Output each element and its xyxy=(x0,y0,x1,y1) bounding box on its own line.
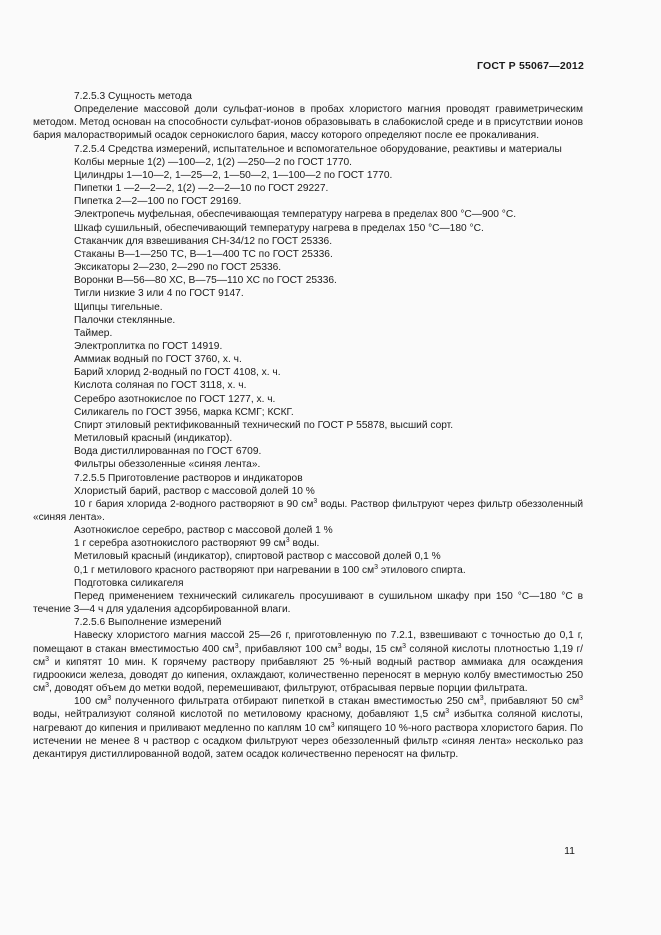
paragraph: Воронки В—56—80 ХС, В—75—110 ХС по ГОСТ 25336. xyxy=(74,275,337,287)
paragraph: 1 г серебра азотнокислого растворяют 99 $см^3$ воды. xyxy=(74,537,320,550)
document-body xyxy=(33,90,583,761)
paragraph: Колбы мерные 1(2) —100—2, 1(2) —250—2 по ГОСТ 1770. xyxy=(74,156,352,168)
document-header-id: ГОСТ Р 55067—2012 xyxy=(476,60,584,72)
paragraph: Вода дистиллированная по ГОСТ 6709. xyxy=(74,446,262,458)
paragraph: Серебро азотнокислое по ГОСТ 1277, х. ч. xyxy=(74,393,276,405)
paragraph: Пипетка 2—2—100 по ГОСТ 29169. xyxy=(74,196,242,208)
paragraph: Стаканы В—1—250 ТС, В—1—400 ТС по ГОСТ 25336. xyxy=(74,248,333,260)
paragraph: Метиловый красный (индикатор), спиртовой раствор с массовой долей 0,1 % xyxy=(74,551,441,563)
paragraph: Азотнокислое серебро, раствор с массовой долей 1 % xyxy=(74,525,333,537)
page-number: 11 xyxy=(564,845,575,857)
paragraph: Подготовка силикагеля xyxy=(74,577,184,589)
paragraph: Стаканчик для взвешивания СН-34/12 по ГОСТ 25336. xyxy=(74,235,333,247)
paragraph: 7.2.5.3 Сущность метода xyxy=(74,91,192,102)
paragraph: Электропечь муфельная, обеспечивающая температуру нагрева в пределах 800 °С—900 °С. xyxy=(74,209,517,221)
paragraph: 7.2.5.5 Приготовление растворов и индикаторов xyxy=(74,472,303,484)
paragraph: Метиловый красный (индикатор). xyxy=(74,433,233,445)
paragraph: 0,1 г метилового красного растворяют при нагревании в 100 $см^3$ этилового спирта. xyxy=(74,563,466,576)
paragraph: Силикагель по ГОСТ 3956, марка КСМГ; КСКГ. xyxy=(74,406,294,418)
paragraph: Палочки стеклянные. xyxy=(74,314,176,326)
paragraph: 7.2.5.6 Выполнение измерений xyxy=(74,617,222,629)
paragraph: Цилиндры 1—10—2, 1—25—2, 1—50—2, 1—100—2 по ГОСТ 1770. xyxy=(74,169,393,181)
paragraph: Навеску хлористого магния массой 25—26 г, приготовленную по 7.2.1, взвешивают с точностью до 0,1 г, помещают в стакан вместимостью 400 $см^3$, прибавляют 100 $см^3$ воды, 15 $см^3$ соляной кислоты плотностью 1,19 $г/см^3$ и кипятят 10 мин. К горячему раствору прибавляют 25 %-ный водный раствор аммиака для осаждения гидроокиси железа, доводят до кипения, охлаждают, количественно переносят в мерную колбу вместимостью 250 $см^3$, доводят объем до метки водой, перемешивают, фильтруют, отбрасывая первые порции фильтрата. xyxy=(33,630,583,695)
paragraph: Перед применением технический силикагель просушивают в сушильном шкафу при 150 °С—180 °С в течение 3—4 ч для удаления адсорбированной влаги. xyxy=(33,590,583,616)
paragraph: Барий хлорид 2-водный по ГОСТ 4108, х. ч. xyxy=(74,367,281,379)
paragraph: Спирт этиловый ректификованный технический по ГОСТ Р 55878, высший сорт. xyxy=(74,419,454,431)
paragraph: Эксикаторы 2—230, 2—290 по ГОСТ 25336. xyxy=(74,262,282,274)
paragraph: 10 г бария хлорида 2-водного растворяют в 90 $см^3$ воды. Раствор фильтруют через фильтр обеззоленный «синяя лента». xyxy=(33,497,584,523)
paragraph: Тигли низкие 3 или 4 по ГОСТ 9147. xyxy=(74,288,244,300)
paragraph: Щипцы тигельные. xyxy=(74,301,163,313)
paragraph: Определение массовой доли сульфат-ионов в пробах хлористого магния проводят гравиметрическим методом. Метод основан на способности сульфат-ионов образовывать в слабокислой среде и в присутствии ионов бария малорастворимый осадок сернокислого бария, массу которого определяют после ее прокаливания. xyxy=(33,104,583,142)
paragraph: 100 $см^3$ полученного фильтрата отбирают пипеткой в стакан вместимостью 250 $см^3$, прибавляют 50 $см^3$ воды, нейтрализуют соляной кислотой по метиловому красному, добавляют 1,5 $см^3$ избытка соляной кислоты, нагревают до кипения и приливают медленно по каплям 10 $см^3$ кипящего 10 %-ного раствора хлористого бария. По истечении не менее 8 ч раствор с осадком фильтруют через обеззоленный фильтр «синяя лента» несколько раз декантируя дистиллированной водой, затем осадок количественно переносят на фильтр. xyxy=(33,695,583,760)
paragraph: Кислота соляная по ГОСТ 3118, х. ч. xyxy=(74,380,247,392)
paragraph: Хлористый барий, раствор с массовой долей 10 % xyxy=(74,485,315,497)
paragraph: Пипетки 1 —2—2—2, 1(2) —2—2—10 по ГОСТ 29227. xyxy=(74,183,329,195)
paragraph: Фильтры обеззоленные «синяя лента». xyxy=(74,459,261,471)
paragraph: Таймер. xyxy=(74,327,113,339)
paragraph: Шкаф сушильный, обеспечивающий температуру нагрева в пределах 150 °С—180 °С. xyxy=(74,222,484,234)
paragraph: Электроплитка по ГОСТ 14919. xyxy=(74,340,223,352)
paragraph: 7.2.5.4 Средства измерений, испытательное и вспомогательное оборудование, реактивы и материалы xyxy=(74,143,562,155)
paragraph: Аммиак водный по ГОСТ 3760, х. ч. xyxy=(74,354,242,366)
